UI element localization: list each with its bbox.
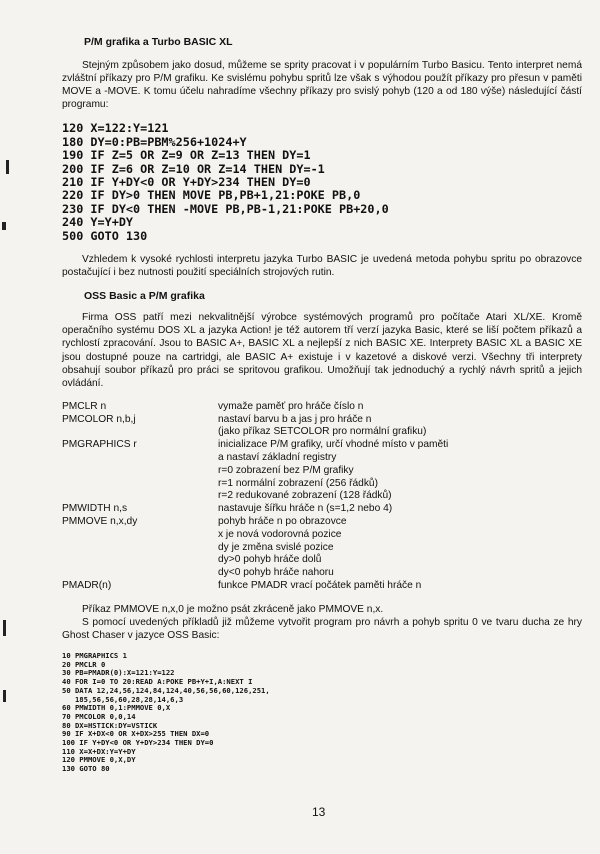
margin-mark [3,620,6,636]
description-line: inicializace P/M grafiky, určí vhodné místo v paměti [218,439,449,451]
paragraph-turbo-intro: Stejným způsobem jako dosud, můžeme se sprity pracovat i v populárním Turbo Basicu. Tento interpret nemá zvláštní příkazy pro P/M grafiku. Ke svislému pohybu spritů lze však s výhodou použít příkazy pro přesun v paměti MOVE a -MOVE. K tomu účelu nahradíme všechny příkazy pro svislý pohyb (120 a od 180 výše) následující částí programu: [62,60,582,111]
command-name: PMGRAPHICS r [62,439,137,451]
description-line: dy<0 pohyb hráče nahoru [218,567,334,579]
margin-mark [3,690,6,702]
description-line: dy>0 pohyb hráče dolů [218,554,322,566]
section-heading-oss-basic: OSS Basic a P/M grafika [84,290,205,303]
description-line: vymaže paměť pro hráče číslo n [218,400,364,412]
description-line: dy je změna svislé pozice [218,541,334,553]
command-name: PMCLR n [62,400,107,412]
paragraph-ghost-chaser: S pomocí uvedených příkladů již můžeme vytvořit program pro návrh a pohyb spritu 0 ve tvaru ducha ze hry Ghost Chaser v jazyce OSS Basic: [62,616,582,641]
code-listing-turbo-basic: 120 X=122:Y=121 180 DY=0:PB=PBM%256+1024+Y 190 IF Z=5 OR Z=9 OR Z=13 THEN DY=1 200 IF Z=6 OR Z=10 OR Z=14 THEN DY=-1 210 IF Y+DY<0 OR Y+DY>234 THEN DY=0 220 IF DY>0 THEN MOVE PB,PB+1,21:POKE PB,0 230 IF DY<0 THEN -MOVE PB,PB-1,21:POKE PB+20,0 240 Y=Y+DY 500 GOTO 130 [62,121,389,243]
command-description [218,516,582,580]
command-description [218,401,582,414]
description-line: r=2 redukované zobrazení (128 řádků) [218,490,392,502]
definition-row [62,439,582,503]
description-line: a nastaví základní registry [218,451,337,463]
description-line: nastavuje šířku hráče n (s=1,2 nebo 4) [218,503,393,515]
definition-row [62,401,582,414]
code-listing-oss-basic: 10 PMGRAPHICS 1 20 PMCLR 0 30 PB=PMADR(0):X=121:Y=122 40 FOR I=0 TO 20:READ A:POKE PB+Y+I,A:NEXT I 50 DATA 12,24,56,124,84,124,40,56,56,60,126,251, 185,56,56,60,28,28,14,6,3 60 PMWIDTH 0,1:PMMOVE 0,X 70 PMCOLOR 0,0,14 80 DX=HSTICK:DY=VSTICK 90 IF X+DX<0 OR X+DX>255 THEN DX=0 100 IF Y+DY<0 OR Y+DY>234 THEN DY=0 110 X=X+DX:Y=Y+DY 120 PMMOVE 0,X,DY 130 GOTO 80 [62,651,270,774]
description-line: nastaví barvu b a jas j pro hráče n [218,413,372,425]
definition-row [62,503,582,516]
description-line: pohyb hráče n po obrazovce [218,515,347,527]
paragraph-turbo-speed: Vzhledem k vysoké rychlosti interpretu jazyka Turbo BASIC je uvedená metoda pohybu spritu po obrazovce postačující i bez nutnosti použití speciálních strojových rutin. [62,254,582,279]
command-name: PMCOLOR n,b,j [62,413,136,425]
margin-mark [6,160,9,174]
document-page [62,36,582,774]
description-line: r=1 normální zobrazení (256 řádků) [218,477,378,489]
description-line: (jako příkaz SETCOLOR pro normální grafiku) [218,426,427,438]
description-line: funkce PMADR vrací počátek paměti hráče n [218,579,422,591]
paragraph-oss-intro: Firma OSS patří mezi nekvalitnější výrobce systémových programů pro počítače Atari XL/XE. Kromě operačního systému DOS XL a jazyka Action! je též autorem tří verzí jazyka Basic, které se liší počtem příkazů a rychlostí zpracování. Jsou to BASIC A+, BASIC XL a nejlepší z nich BASIC XE. Interprety BASIC XL a BASIC XE jsou dostupné pouze na cartridgi, ale BASIC A+ existuje i v kazetové a diskové verzi. Všechny tři interprety obsahují soubor příkazů pro práci se spritovou grafikou. Umožňují tak jednoduchý a rychlý návrh spritů a jejich ovládání. [62,312,582,389]
command-description [218,580,582,593]
definition-row [62,580,582,593]
command-description [218,439,582,503]
section-heading-turbo-basic: P/M grafika a Turbo BASIC XL [84,36,233,48]
margin-mark [2,222,6,230]
command-name: PMADR(n) [62,579,112,591]
page-number: 13 [312,805,326,819]
description-line: x je nová vodorovná pozice [218,528,342,540]
definition-row [62,414,582,440]
description-line: r=0 zobrazení bez P/M grafiky [218,464,354,476]
command-definition-list [62,401,582,593]
command-name: PMWIDTH n,s [62,503,128,515]
command-description [218,503,582,516]
paragraph-pmmove-short: Příkaz PMMOVE n,x,0 je možno psát zkráceně jako PMMOVE n,x. [82,603,384,615]
command-description [218,414,582,440]
command-name: PMMOVE n,x,dy [62,515,138,527]
definition-row [62,516,582,580]
